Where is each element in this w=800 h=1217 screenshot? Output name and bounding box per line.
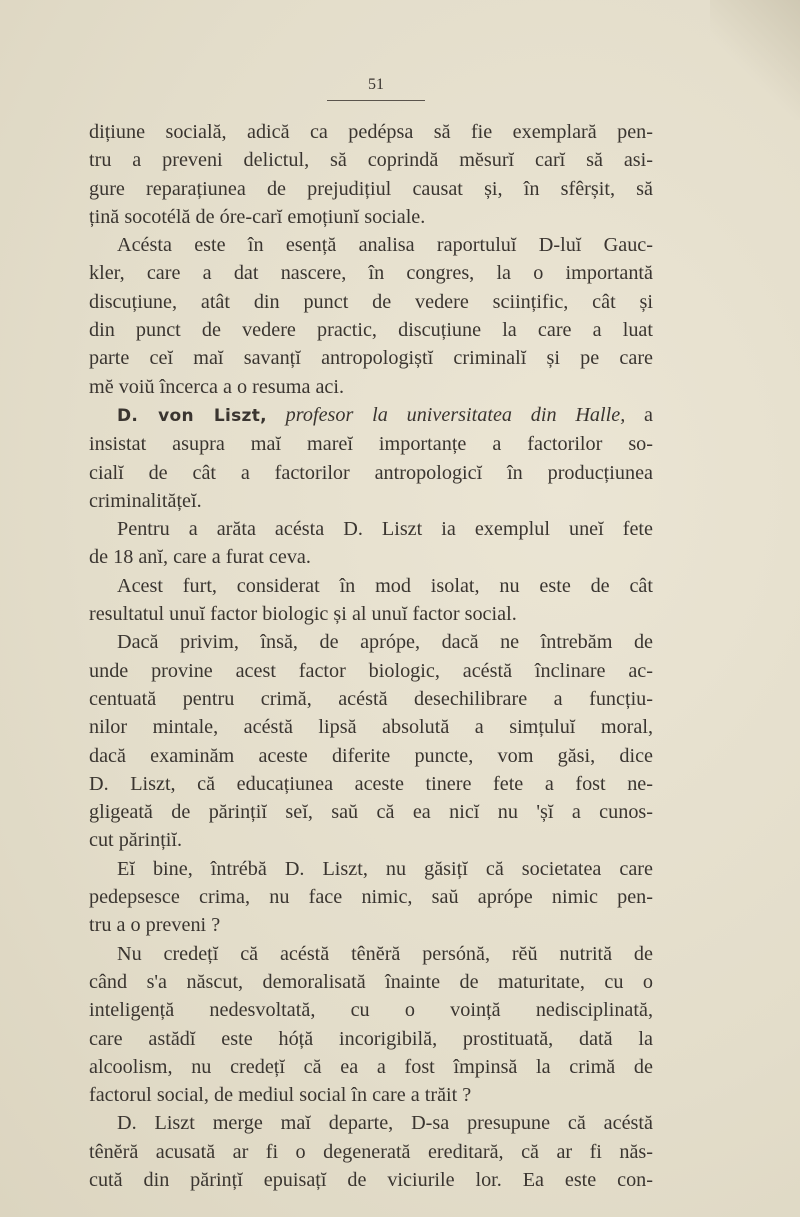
text-line: parte ceĭ maĭ savanțĭ antropologiștĭ criminalĭ și pe care (89, 347, 653, 370)
text-line: inteligență nedesvoltată, cu o voință nedisciplinată, (89, 999, 653, 1022)
text-line: Acésta este în esență analisa raportuluĭ D-luĭ Gauc- (117, 234, 653, 257)
text-line: resultatul unuĭ factor biologic și al unuĭ factor social. (89, 603, 517, 626)
text-line: unde provine acest factor biologic, acéstă înclinare ac- (89, 659, 653, 682)
text-line: din punct de vedere practic, discuțiune la care a luat (89, 319, 653, 342)
text-line: factorul social, de mediul social în care a trăit ? (89, 1084, 472, 1107)
text-line: care astădĭ este hóță incorigibilă, prostituată, dată la (89, 1027, 653, 1050)
author-title: profesor la universitatea din Halle, (285, 403, 626, 426)
text-fragment: a (644, 403, 653, 426)
text-line: dițiune socială, adică ca pedépsa să fie exemplară pen- (89, 121, 653, 143)
text-line: dacă examinăm aceste diferite puncte, vom găsi, dice (89, 744, 653, 767)
text-line: tênĕră acusată ar fi o degenerată ereditară, că ar fi năs- (89, 1140, 653, 1163)
text-line: când s'a născut, demoralisată înainte de maturitate, cu o (89, 970, 653, 993)
text-line-liszt (89, 401, 653, 430)
text-line: Nu credețĭ că acéstă tênĕră persónă, rĕŭ nutrită de (117, 942, 653, 965)
text-line: tru a o preveni ? (89, 914, 221, 937)
text-line: pedepsesce crima, nu face nimic, saŭ apróре nimic pen- (89, 886, 653, 909)
text-line: alcoolism, nu credețĭ că ea a fost împinsă la crimă de (89, 1055, 653, 1078)
text-line: insistat asupra maĭ mareĭ importanțe a factorilor so- (89, 433, 653, 456)
header-rule (327, 100, 425, 101)
text-line: Pentru a arăta acésta D. Liszt ia exemplul uneĭ fete (117, 518, 653, 541)
text-line: D. Liszt merge maĭ departe, D-sa presupune că acéstă (117, 1112, 653, 1135)
text-line: de 18 anĭ, care a furat ceva. (89, 546, 311, 569)
text-line: cialĭ de cât a factorilor antropologicĭ în producțiunea (89, 461, 653, 484)
page-corner-shadow (710, 0, 800, 120)
text-line: kler, care a dat nascere, în congres, la o importantă (89, 262, 653, 285)
text-line: discuțiune, atât din punct de vedere sciințific, cât și (89, 290, 653, 313)
text-line: nilor mintale, acéstă lipsă absolută a simțuluĭ moral, (89, 716, 653, 739)
text-line: Acest furt, considerat în mod isolat, nu este de cât (117, 574, 653, 597)
text-line: mĕ voiŭ încerca a o resuma aci. (89, 375, 345, 398)
text-line: gligeată de părințiĭ seĭ, saŭ că ea nicĭ nu 'șĭ a cunos- (89, 801, 653, 824)
page-number: 51 (368, 76, 384, 93)
text-line: criminalitățeĭ. (89, 489, 202, 512)
text-line: gure reparațiunea de prejudițiul causat și, în sfêrșit, să (89, 177, 653, 200)
text-line: cut părințiĭ. (89, 829, 183, 852)
text-line: tru a preveni delictul, să coprindă mĕsurĭ carĭ să asi- (89, 149, 653, 172)
text-line: centuată pentru crimă, acéstă desechilibrare a funcțiu- (89, 687, 653, 710)
author-name: D. von Liszt, (117, 405, 267, 426)
text-line: Dacă privim, însă, de apróре, dacă ne întrebăm de (117, 631, 653, 654)
text-line: cută din părințĭ epuisațĭ de viciurile lor. Ea este con- (89, 1168, 653, 1191)
text-line: țină socotélă de óre-carĭ emoțiunĭ sociale. (89, 205, 426, 228)
body-text (89, 118, 653, 1194)
text-line: Eĭ bine, întrébă D. Liszt, nu găsițĭ că societatea care (117, 857, 653, 880)
text-line: D. Liszt, că educațiunea aceste tinere fete a fost ne- (89, 772, 653, 795)
